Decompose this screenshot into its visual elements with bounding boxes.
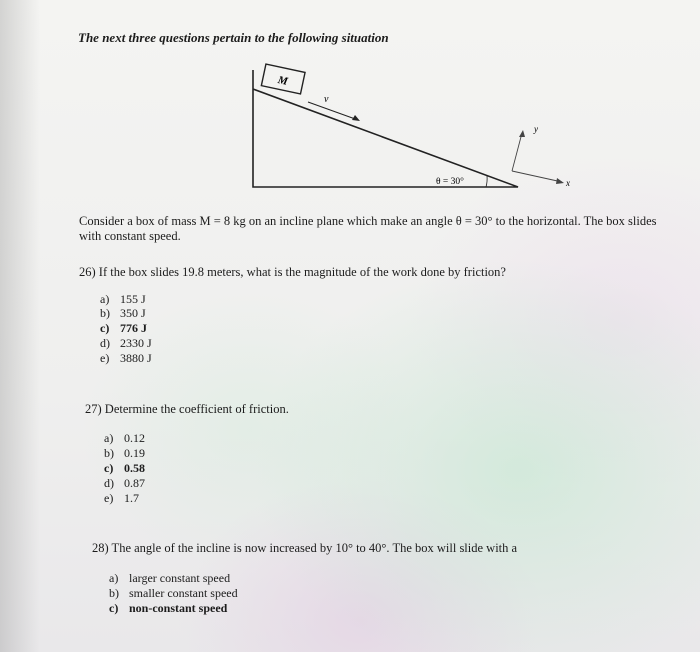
option-key: b) xyxy=(109,586,119,600)
q28-option-c xyxy=(109,602,227,615)
q27-option-e xyxy=(104,492,139,505)
q28-option-a xyxy=(109,572,230,585)
velocity-arrow xyxy=(308,102,358,120)
page-edge-shadow xyxy=(0,0,40,652)
option-key: d) xyxy=(100,336,110,350)
option-key: c) xyxy=(100,321,110,335)
q26-option-a xyxy=(100,293,146,306)
q27-option-a xyxy=(104,432,145,445)
q27-option-b xyxy=(104,447,145,460)
option-key: b) xyxy=(100,306,110,320)
mass-label: M xyxy=(276,74,289,88)
option-text: non-constant speed xyxy=(129,601,228,615)
option-text: 3880 J xyxy=(120,351,152,365)
option-text: larger constant speed xyxy=(129,571,231,585)
angle-label: θ = 30° xyxy=(436,177,464,187)
q28-option-b xyxy=(109,587,238,600)
option-key: c) xyxy=(104,461,114,475)
velocity-arrowhead xyxy=(352,115,360,121)
option-key: c) xyxy=(109,601,119,615)
q26-option-c xyxy=(100,322,147,335)
x-axis-arrowhead xyxy=(556,178,564,184)
option-text: 0.87 xyxy=(124,476,145,490)
option-key: a) xyxy=(109,571,119,585)
incline-diagram xyxy=(240,60,600,200)
q26-option-b xyxy=(100,307,146,320)
option-key: e) xyxy=(100,351,110,365)
mass-box xyxy=(261,64,305,94)
q27-option-c xyxy=(104,462,145,475)
option-text: 350 J xyxy=(120,306,146,320)
option-text: 0.12 xyxy=(124,431,145,445)
angle-arc xyxy=(486,176,487,187)
option-text: 0.19 xyxy=(124,446,145,460)
incline-plane xyxy=(253,70,518,187)
x-axis-line xyxy=(512,171,562,182)
option-text: 1.7 xyxy=(124,491,139,505)
y-axis-label: y xyxy=(534,124,538,134)
q26-option-d xyxy=(100,337,152,350)
option-text: 0.58 xyxy=(124,461,145,475)
y-axis-line xyxy=(512,133,522,171)
option-text: smaller constant speed xyxy=(129,586,238,600)
x-axis-label: x xyxy=(566,178,570,188)
y-axis-arrowhead xyxy=(519,130,525,137)
option-key: a) xyxy=(100,292,110,306)
velocity-label: v xyxy=(324,94,329,105)
option-key: e) xyxy=(104,491,114,505)
option-text: 155 J xyxy=(120,292,146,306)
option-text: 2330 J xyxy=(120,336,152,350)
option-text: 776 J xyxy=(120,321,147,335)
option-key: a) xyxy=(104,431,114,445)
option-key: b) xyxy=(104,446,114,460)
question-28: 28) The angle of the incline is now increased by 10° to 40°. The box will slide with a xyxy=(92,541,518,555)
problem-statement: Consider a box of mass M = 8 kg on an incline plane which make an angle θ = 30° to the horizontal. The box slides with constant speed. xyxy=(79,214,657,243)
q26-option-e xyxy=(100,352,152,365)
question-26: 26) If the box slides 19.8 meters, what is the magnitude of the work done by friction? xyxy=(79,265,506,279)
section-title: The next three questions pertain to the following situation xyxy=(78,30,389,45)
option-key: d) xyxy=(104,476,114,490)
question-27: 27) Determine the coefficient of friction. xyxy=(85,402,289,416)
q27-option-d xyxy=(104,477,145,490)
